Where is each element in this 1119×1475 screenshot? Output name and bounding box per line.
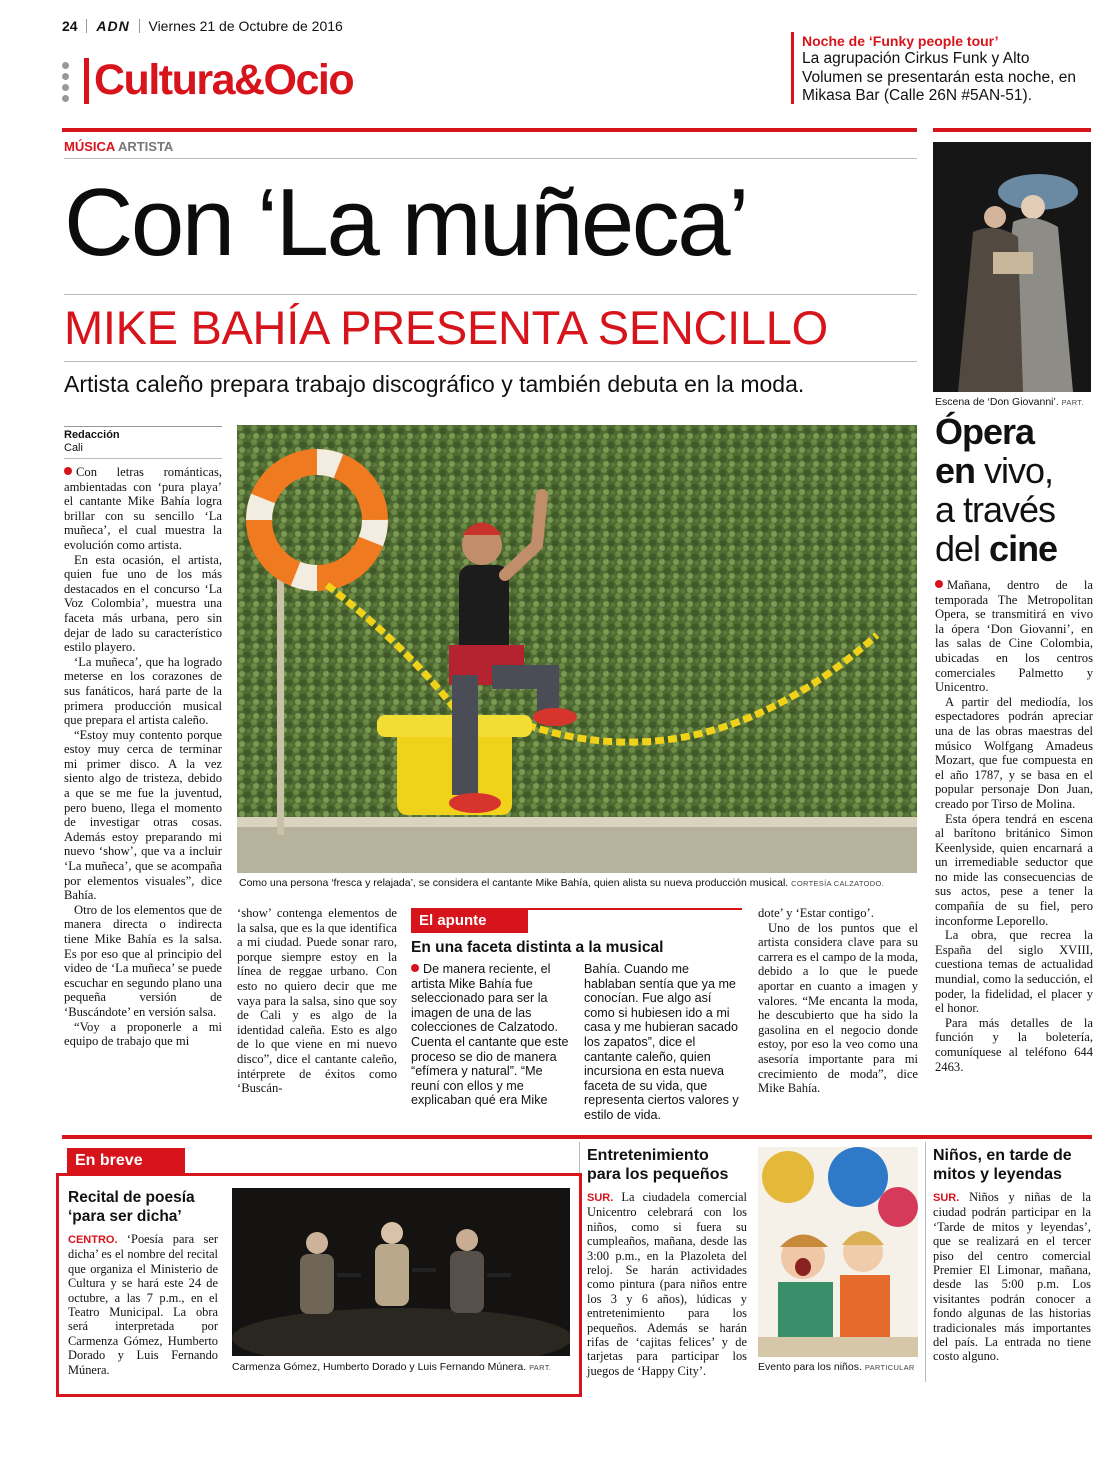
kicker-subtopic: ARTISTA <box>117 139 174 154</box>
top-rule-right <box>933 128 1091 132</box>
subhead: MIKE BAHÍA PRESENTA SENCILLO <box>64 301 828 354</box>
paragraph: Niños y niñas de la ciudad podrán participar en la ‘Tarde de mitos y leyendas’, que se realizará en el tercer piso del centro comercial Premier El Limonar, mañana, desde las 5:00 p.m. Los visitantes podrán conocer a fondo algunas de las historias tradicionales más importantes del país. La entrada no tiene costo alguno. <box>933 1190 1091 1364</box>
top-rule <box>62 128 917 132</box>
paragraph: De manera reciente, el artista Mike Bahía fue seleccionado para ser la imagen de una de las colecciones de Calzatodo. Cuenta el cantante que este proceso se dio de manera “efímera y natural”. “Me reuní con ellos y me explicaban qué era Mike <box>411 962 569 1108</box>
photo-credit: PART. <box>529 1363 552 1372</box>
photo-credit: PART. <box>1061 398 1084 407</box>
entretenimiento-photo-caption <box>758 1361 928 1374</box>
headline: Con ‘La muñeca’ <box>64 169 747 276</box>
paragraph: En esta ocasión, el artista, quien fue uno de los más destacados en el concurso ‘La Voz Colombia’, muestra una faceta más urbana, pero sin dejar de lado su característico estilo playero. <box>64 552 222 655</box>
brand-logo: ADN <box>96 18 130 34</box>
article-column-1 <box>64 465 222 1049</box>
deck: Artista caleño prepara trabajo discográfico y también debuta en la moda. <box>64 371 805 397</box>
byline <box>64 426 222 455</box>
promo-text: La agrupación Cirkus Funk y Alto Volumen se presentarán esta noche, en Mikasa Bar (Calle 26N #5AN-51). <box>802 50 1077 104</box>
apunte-column-1 <box>411 962 569 1108</box>
paragraph: Otro de los elementos que de manera directa o indirecta tiene Mike Bahía es la salsa. Es por eso que al principio del video de ‘La muñeca’ se puede escuchar en segundo plano una pequeña versión de ‘Buscándote’ en versión salsa. <box>64 902 222 1019</box>
bullet-icon <box>935 578 947 592</box>
promo-title: Noche de ‘Funky people tour’ <box>802 33 999 49</box>
recital-photo <box>232 1188 570 1356</box>
kicker-topic: MÚSICA <box>64 139 115 154</box>
paragraph: Uno de los puntos que el artista considera clave para su carrera es el campo de la moda, debido a lo que le puede aportar en cuanto a imagen y valores. “Me encanta la moda, he descubierto que ha sido la gasolina en el negocio donde estoy, por eso la veo como una asesoría importante para mi crecimiento de moda”, dice Mike Bahía. <box>758 920 918 1096</box>
paragraph: Con letras románticas, ambientadas con ‘pura playa’ el cantante Mike Bahía logra brillar con su sencillo ‘La muñeca’, el cual muestra la evolución como artista. <box>64 465 222 552</box>
apunte-title: En una faceta distinta a la musical <box>411 939 664 956</box>
breve-photo-caption <box>232 1361 572 1374</box>
main-photo <box>237 425 917 873</box>
paragraph: “Estoy muy contento porque estoy muy cerca de terminar mi primer disco. A la vez siento algo de tristeza, debido a que se me fue la juventud, pero bueno, llega el momento de investigar otras cosas. Además estoy preparando mi nuevo ‘show’, que va a incluir ‘La muñeca’, que se acompaña por elementos visuales”, dice Bahía. <box>64 727 222 903</box>
breve-label-text: En breve <box>75 1152 143 1169</box>
entretenimiento-title: Entretenimiento para los pequeños <box>587 1147 729 1183</box>
location-tag: SUR. <box>587 1192 614 1204</box>
paragraph: ‘show’ contenga elementos de la salsa, que es la que identifica a mi ciudad. Puede sonar raro, porque siempre estoy en la línea de reggae urbano. Con esto no quiero decir que me vaya para la salsa, sino que soy de Cali y es algo de la identidad caleña. Esto es algo de lo que viene en mi nuevo disco”, dice el cantante caleño, intérprete de éxitos como ‘Buscán- <box>237 906 397 1096</box>
paragraph: ‘Poesía para ser dicha’ es el nombre del recital que organiza el Ministerio de Cultura y se hará este 24 de octubre, a las 7 p.m., en el Teatro Municipal. La obra será interpretada por Carmenza Gómez, Humberto Dorado y Luis Fernando Múnera. <box>68 1232 218 1377</box>
paragraph: Para más detalles de la función y la boletería, comuníquese al teléfono 644 2463. <box>935 1015 1093 1074</box>
paragraph: dote’ y ‘Estar contigo’. <box>758 906 874 920</box>
photo-credit: CORTESÍA CALZATODO. <box>791 879 884 888</box>
location-tag: SUR. <box>933 1192 960 1204</box>
paragraph: La obra, que recrea la España del siglo XVIII, cuestiona temas de actualidad mundial, como la seducción, el poder, la fidelidad, el placer y el honor. <box>935 928 1093 1016</box>
opera-headline-line: del cine <box>935 528 1058 569</box>
opera-headline-line: a través <box>935 489 1056 530</box>
apunte-rule <box>528 908 742 910</box>
caption-text: Como una persona ‘fresca y relajada’, se considera el cantante Mike Bahía, quien alista su nueva producción musical. <box>239 877 789 889</box>
paragraph: Esta ópera tendrá en escena al barítono británico Simon Keenlyside, quien encarnará a un irremediable seductor que no mide las consecuencias de sus actos, pese a tener la compañía de su fiel, pero inconforme Leporello. <box>935 811 1093 928</box>
entretenimiento-body <box>587 1190 747 1378</box>
breve-photo <box>232 1188 570 1356</box>
main-photo-caption <box>239 877 919 890</box>
breve-body <box>68 1232 218 1377</box>
mike-bahia-photo <box>237 425 917 873</box>
page-date: Viernes 21 de Octubre de 2016 <box>148 18 343 34</box>
entretenimiento-photo <box>758 1147 918 1357</box>
bullet-icon <box>64 465 76 479</box>
paragraph: A partir del mediodía, los espectadores podrán apreciar una de las obras maestras del músico Wolfgang Amadeus Mozart, que fue compuesta en el año 1787, y se basa en el popular personaje Don Juan, creado por Tirso de Molina. <box>935 694 1093 811</box>
opera-photo <box>933 142 1091 392</box>
article-column-5 <box>758 906 918 1096</box>
opera-headline-line: en vivo, <box>935 450 1054 491</box>
paragraph: “Voy a proponerle a mi equipo de trabajo que mi <box>64 1019 222 1049</box>
divider <box>925 1142 926 1382</box>
location-tag: CENTRO. <box>68 1234 118 1246</box>
caption-text: Escena de ‘Don Giovanni’. <box>935 396 1059 408</box>
bullet-icon <box>411 962 423 976</box>
bottom-rule <box>62 1135 1092 1139</box>
byline-rule <box>64 458 222 459</box>
section-bar <box>84 58 89 104</box>
byline-author: Redacción <box>64 429 120 441</box>
paragraph: Mañana, dentro de la temporada The Metropolitan Opera, se transmitirá en vivo la ópera ‘Don Giovanni’, en las salas de Cine Colombia, ubicadas en los centros comerciales Palmetto y Unicentro. <box>935 578 1093 695</box>
apunte-label-text: El apunte <box>419 912 487 929</box>
page-number: 24 <box>62 18 78 34</box>
paragraph: Bahía. Cuando me hablaban sentía que ya me conocían. Fue algo así como si hubiesen ido a mi casa y me hubieran sacado los zapatos”, dice el cantante caleño, quien incursiona en esta nueva faceta de su vida, que representa ciertos valores y estilo de vida. <box>584 962 739 1122</box>
promo-bar <box>791 32 794 104</box>
page-header <box>62 18 402 40</box>
photo-credit: PARTICULAR <box>864 1363 915 1372</box>
promo-box <box>802 32 1092 106</box>
section-dots <box>62 62 70 102</box>
paragraph: La ciudadela comercial Unicentro celebrará con los niños, como si fuera su cumpleaños, mañana, desde las 3:00 p.m., en la Plazoleta del reloj. Se harán actividades como pintura (para niños entre los 3 y 6 años), lúdicas y entretenimiento para los pequeños. Además se harán rifas de ‘cajitas felices’ y de tarjetas para participar los juegos de ‘Happy City’. <box>587 1190 747 1378</box>
section-title: Cultura&Ocio <box>94 56 354 104</box>
kicker <box>64 139 173 154</box>
opera-headline <box>935 412 1095 568</box>
headline-rule <box>64 294 917 295</box>
ninos-body <box>933 1190 1091 1364</box>
caption-text: Evento para los niños. <box>758 1361 862 1373</box>
caption-text: Carmenza Gómez, Humberto Dorado y Luis Fernando Múnera. <box>232 1361 527 1373</box>
apunte-column-2 <box>584 962 742 1123</box>
ninos-title: Niños, en tarde de mitos y leyendas <box>933 1147 1072 1183</box>
breve-label <box>67 1148 185 1173</box>
subhead-rule <box>64 361 917 362</box>
don-giovanni-photo <box>933 142 1091 392</box>
opera-headline-line: Ópera <box>935 411 1035 452</box>
paragraph: ‘La muñeca’, que ha logrado meterse en los corazones de sus fanáticos, hará parte de la primera producción musical que prepara el artista caleño. <box>64 654 222 728</box>
apunte-label <box>411 908 528 933</box>
children-party-photo <box>758 1147 918 1357</box>
opera-body <box>935 578 1093 1074</box>
byline-location: Cali <box>64 442 83 454</box>
breve-title: Recital de poesía ‘para ser dicha’ <box>68 1189 195 1225</box>
article-column-2 <box>237 906 397 1096</box>
opera-photo-caption <box>935 396 1095 409</box>
